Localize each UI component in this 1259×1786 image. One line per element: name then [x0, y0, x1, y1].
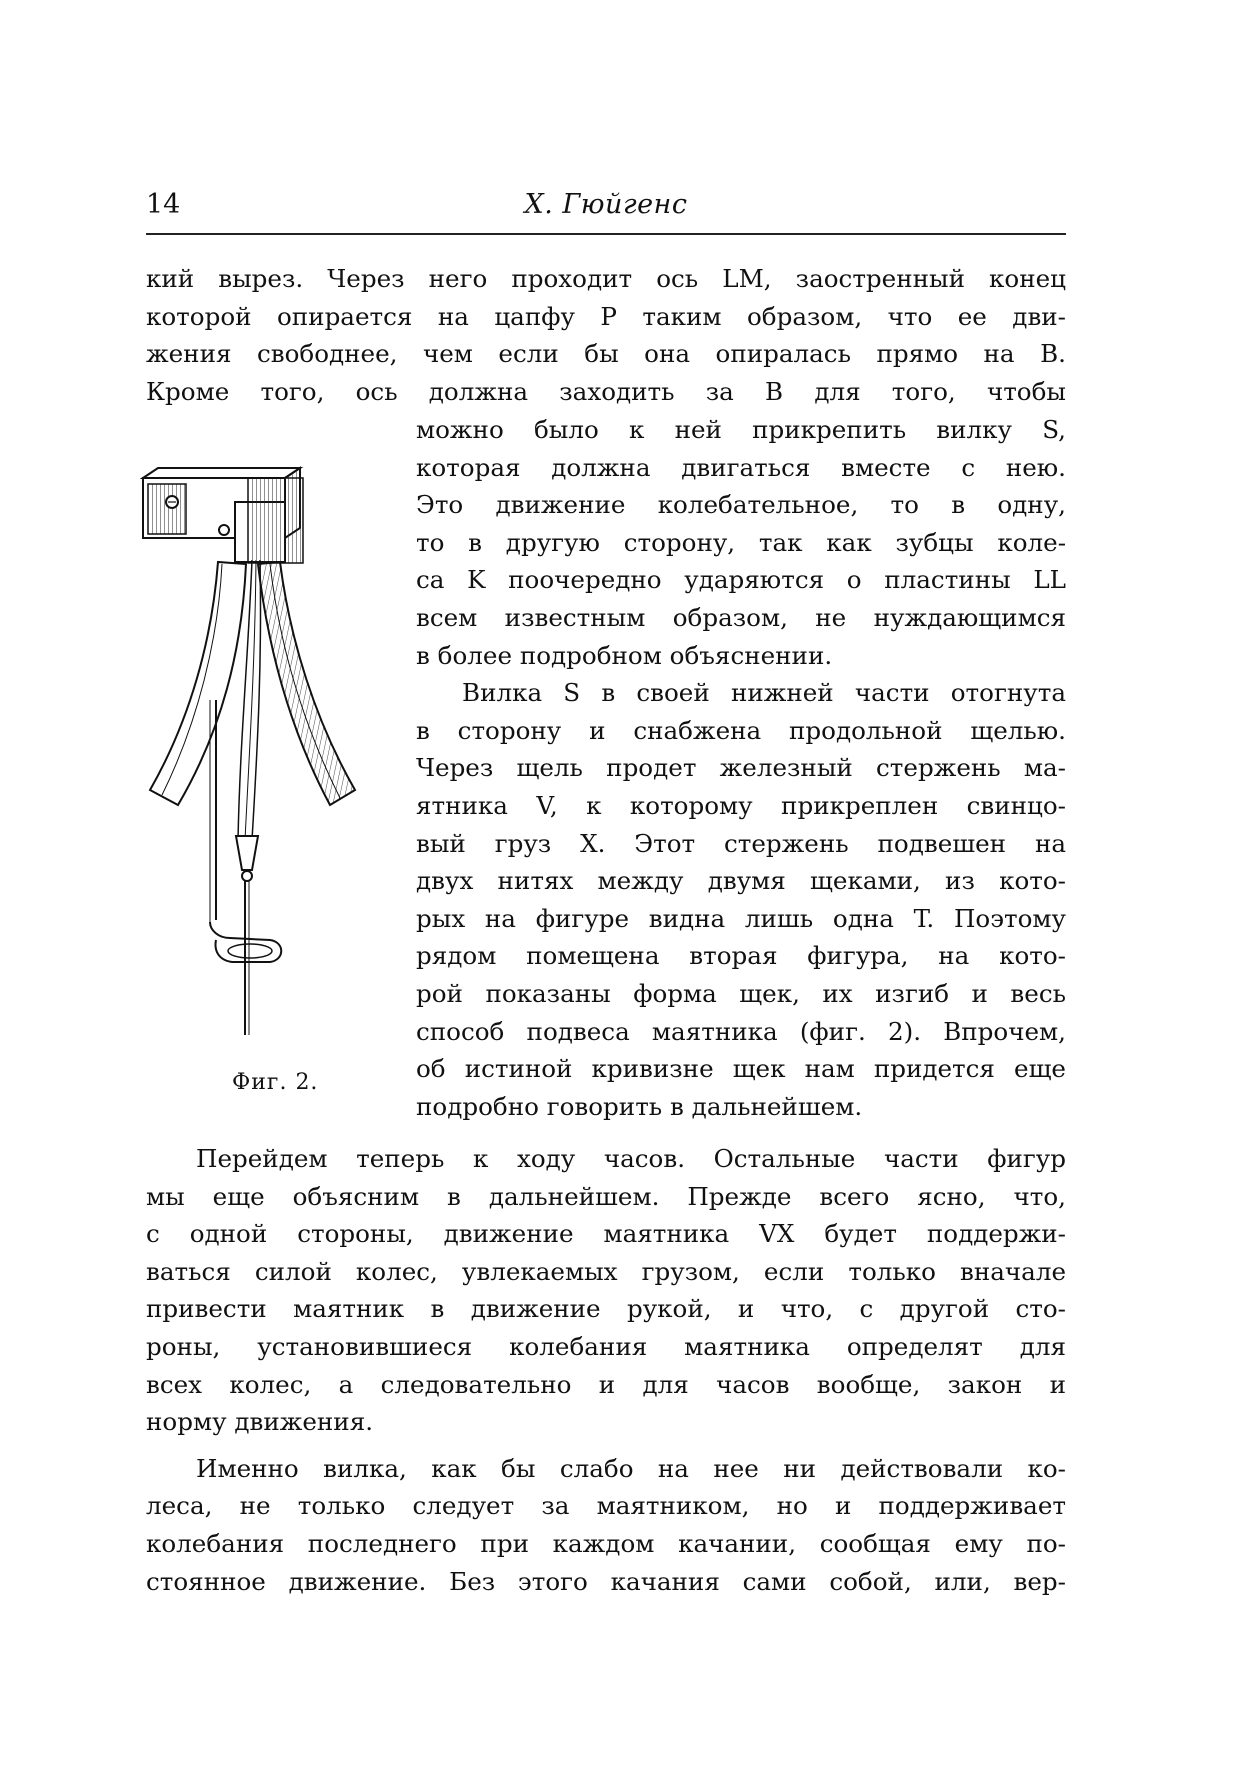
text-line: леса, не только следует за маятником, но и поддерживает	[146, 1491, 1066, 1521]
page-number: 14	[146, 189, 181, 220]
text-line: с одной стороны, движение маятника VX будет поддержи-	[146, 1219, 1066, 1249]
running-title: Х. Гюйгенс	[524, 189, 688, 220]
text-line: стоянное движение. Без этого качания сами собой, или, вер-	[146, 1566, 1066, 1596]
paragraph-gap	[146, 1441, 1066, 1450]
text-line: в сторону и снабжена продольной щелью.	[416, 715, 1066, 745]
text-line: Именно вилка, как бы слабо на нее ни действовали ко-	[196, 1453, 1066, 1483]
text-line: об истиной кривизне щек нам придется еще	[416, 1054, 1066, 1084]
text-line: подробно говорить в дальнейшем.	[416, 1091, 863, 1121]
text-line: ятника V, к которому прикреплен свинцо-	[416, 790, 1066, 820]
text-line: жения свободнее, чем если бы она опиралась прямо на B.	[146, 339, 1066, 369]
text-line: которой опирается на цапфу P таким образом, что ее дви-	[146, 301, 1066, 331]
text-line: двух нитях между двумя щеками, из кото-	[416, 866, 1066, 896]
header-rule	[146, 233, 1066, 235]
paragraph-bottom	[146, 1140, 1066, 1600]
text-line: кий вырез. Через него проходит ось LM, заостренный конец	[146, 264, 1066, 293]
text-line: вый груз X. Этот стержень подвешен на	[416, 828, 1066, 858]
text-line: которая должна двигаться вместе с нею.	[416, 452, 1066, 482]
text-line: роны, установившиеся колебания маятника определят для	[146, 1331, 1066, 1361]
text-line: рых на фигуре видна лишь одна T. Поэтому	[416, 903, 1066, 933]
text-line: в более подробном объяснении.	[416, 640, 833, 670]
text-line: Это движение колебательное, то в одну,	[416, 490, 1066, 520]
text-line: мы еще объясним в дальнейшем. Прежде всего ясно, что,	[146, 1181, 1066, 1211]
figure-caption: Фиг. 2.	[232, 1070, 319, 1095]
text-line: Через щель продет железный стержень ма-	[416, 753, 1066, 783]
paragraph-top	[146, 260, 1066, 410]
text-line: са K поочередно ударяются о пластины LL	[416, 565, 1066, 595]
text-line: Кроме того, ось должна заходить за B для того, чтобы	[146, 376, 1066, 406]
text-line: всех колес, а следовательно и для часов вообще, закон и	[146, 1369, 1066, 1399]
text-line: норму движения.	[146, 1407, 374, 1437]
text-line: рядом помещена вторая фигура, на кото-	[416, 941, 1066, 971]
figure-pendulum-suspension	[140, 460, 410, 1035]
text-line: способ подвеса маятника (фиг. 2). Впрочем,	[416, 1016, 1066, 1046]
side-column-text	[416, 411, 1066, 1125]
pendulum-suspension-drawing	[140, 460, 410, 1035]
text-line: можно было к ней прикрепить вилку S,	[416, 415, 1066, 444]
page-header	[146, 190, 1066, 230]
text-line: рой показаны форма щек, их изгиб и весь	[416, 978, 1066, 1008]
text-line: всем известным образом, не нуждающимся	[416, 602, 1066, 632]
text-line: ваться силой колес, увлекаемых грузом, если только вначале	[146, 1256, 1066, 1286]
text-line: привести маятник в движение рукой, и что, с другой сто-	[146, 1294, 1066, 1324]
text-line: Перейдем теперь к ходу часов. Остальные части фигур	[196, 1144, 1066, 1173]
text-line: Вилка S в своей нижней части отогнута	[462, 678, 1066, 708]
text-line: то в другую сторону, так как зубцы коле-	[416, 527, 1066, 557]
text-line: колебания последнего при каждом качании, сообщая ему по-	[146, 1528, 1066, 1558]
